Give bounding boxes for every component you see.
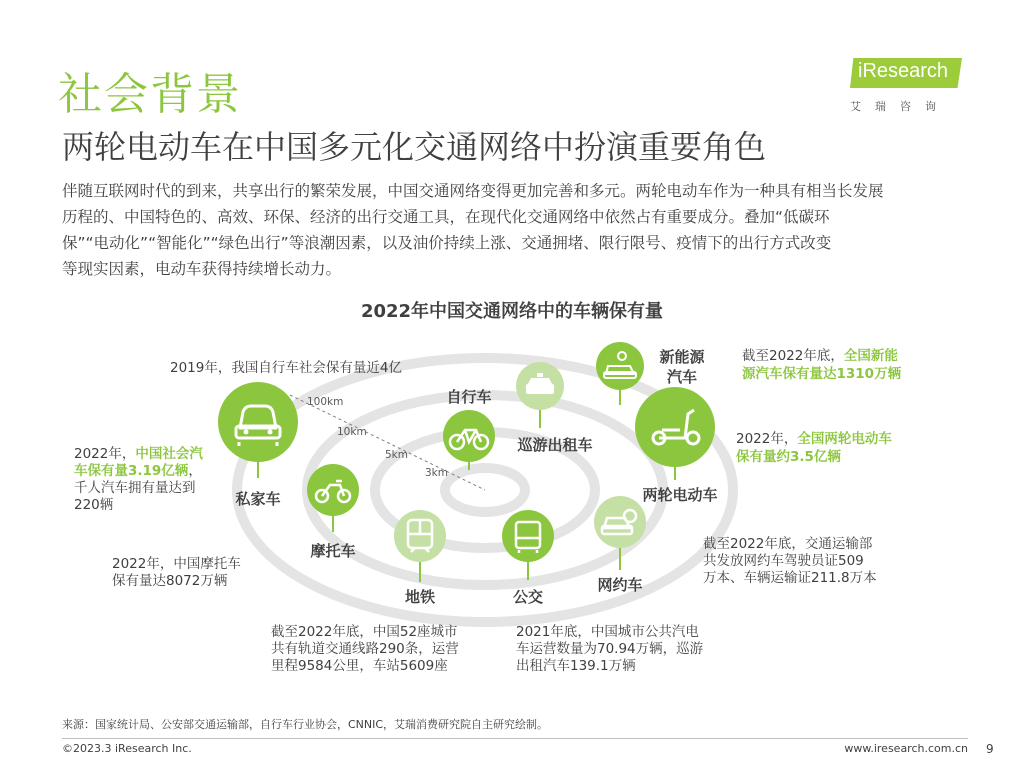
intro-line: 历程的、中国特色的、高效、环保、经济的出行交通工具，在现代化交通网络中依然占有重要成分。叠加“低碳环 <box>62 208 830 226</box>
annotation-text: 截至2022年底，中国52座城市 <box>271 624 458 640</box>
annotation-text: 截至2022年底，交通运输部 <box>703 536 873 552</box>
annotation-bus <box>516 623 704 674</box>
annotation-text: 车运营数量为70.94万辆，巡游 <box>516 641 704 657</box>
section-title: 社会背景 <box>58 69 242 120</box>
svg-text:车保有量3.19亿辆， <box>74 462 202 479</box>
annotation-ride-hailing <box>703 535 877 586</box>
annotation-car <box>74 445 203 513</box>
intro-line: 保”“电动化”“智能化”“绿色出行”等浪潮因素，以及油价持续上涨、交通拥堵、限行限号、疫情下的出行方式改变 <box>62 234 832 252</box>
node-nev <box>596 342 705 390</box>
node-label: 新能源 <box>659 348 705 366</box>
page-subtitle: 两轮电动车在中国多元化交通网络中扮演重要角色 <box>62 128 767 166</box>
distance-label: 5km <box>385 449 408 461</box>
node-label: 两轮电动车 <box>642 486 718 504</box>
intro-line: 等现实因素，电动车获得持续增长动力。 <box>62 260 342 278</box>
copyright: ©2023.3 iResearch Inc. <box>62 742 192 755</box>
annotation-motorcycle <box>112 555 241 589</box>
e2w-circle <box>635 387 715 467</box>
annotation-text: 共发放网约车驾驶员证509 <box>703 553 864 569</box>
annotation-highlight: 全国两轮电动车 <box>797 431 892 447</box>
distance-label: 10km <box>337 426 367 438</box>
node-label: 巡游出租车 <box>517 436 593 454</box>
subway-circle <box>394 510 446 562</box>
annotation-text: 2022年， <box>74 446 136 462</box>
node-label: 自行车 <box>446 388 492 406</box>
annotation-highlight: 车保有量3.19亿辆 <box>74 463 189 479</box>
page-number: 9 <box>986 742 994 756</box>
annotation-subway <box>271 623 459 674</box>
diagram-title: 2022年中国交通网络中的车辆保有量 <box>360 301 664 322</box>
distance-label: 3km <box>425 467 448 479</box>
ride-hailing-circle <box>594 496 646 548</box>
annotation-highlight: 全国新能 <box>843 348 898 364</box>
annotation-text: 里程9584公里，车站5609座 <box>271 658 448 674</box>
intro-line: 伴随互联网时代的到来，共享出行的繁荣发展，中国交通网络变得更加完善和多元。两轮电动车作为一种具有相当长发展 <box>62 182 884 200</box>
annotation-bicycle: 2019年，我国自行车社会保有量近4亿 <box>170 360 402 376</box>
annotation-e2w <box>736 430 892 465</box>
annotation-text: 2022年，中国摩托车 <box>112 556 241 572</box>
node-e2w <box>635 387 718 504</box>
node-bus <box>502 510 554 606</box>
annotation-text: 220辆 <box>74 497 114 513</box>
bus-circle <box>502 510 554 562</box>
motorcycle-circle <box>307 464 359 516</box>
node-subway <box>394 510 446 606</box>
annotation-text: 保有量达8072万辆 <box>112 573 228 589</box>
bicycle-circle <box>443 410 495 462</box>
logo-subtext: 艾瑞咨询 <box>850 100 950 113</box>
node-label: 地铁 <box>404 588 436 606</box>
node-label: 网约车 <box>597 576 643 594</box>
node-label: 摩托车 <box>310 542 356 560</box>
node-label: 公交 <box>512 588 544 606</box>
annotation-text: 2022年， <box>736 431 798 447</box>
source-note: 来源：国家统计局、公安部交通运输部，自行车行业协会，CNNIC，艾瑞消费研究院自主研究绘制。 <box>62 718 549 731</box>
annotation-nev <box>742 347 902 382</box>
annotation-text: 千人汽车拥有量达到 <box>74 480 196 496</box>
svg-text:2022年，中国社会汽 <box>74 445 203 462</box>
website-url[interactable]: www.iresearch.com.cn <box>844 742 968 755</box>
node-label: 汽车 <box>666 368 698 386</box>
svg-text:2022年，全国两轮电动车 <box>736 430 892 447</box>
node-bicycle <box>443 388 495 462</box>
node-private-car <box>218 382 298 508</box>
car-circle <box>218 382 298 462</box>
annotation-text: 共有轨道交通线路290条，运营 <box>271 641 459 657</box>
annotation-highlight: 中国社会汽 <box>135 446 203 462</box>
annotation-highlight: 源汽车保有量达1310万辆 <box>742 366 902 382</box>
node-label: 私家车 <box>235 490 281 508</box>
distance-label: 100km <box>307 396 344 408</box>
svg-text:截至2022年底，全国新能 <box>742 347 898 364</box>
annotation-text: 2021年底，中国城市公共汽电 <box>516 624 699 640</box>
annotation-text: 出租汽车139.1万辆 <box>516 658 636 674</box>
annotation-text: 万本、车辆运输证211.8万本 <box>703 570 877 586</box>
annotation-text: 截至2022年底， <box>742 348 844 364</box>
logo-brand-text: iResearch <box>858 60 949 82</box>
annotation-highlight: 保有量约3.5亿辆 <box>736 449 841 465</box>
annotation-text: ， <box>188 463 202 479</box>
footer-divider <box>62 738 968 739</box>
